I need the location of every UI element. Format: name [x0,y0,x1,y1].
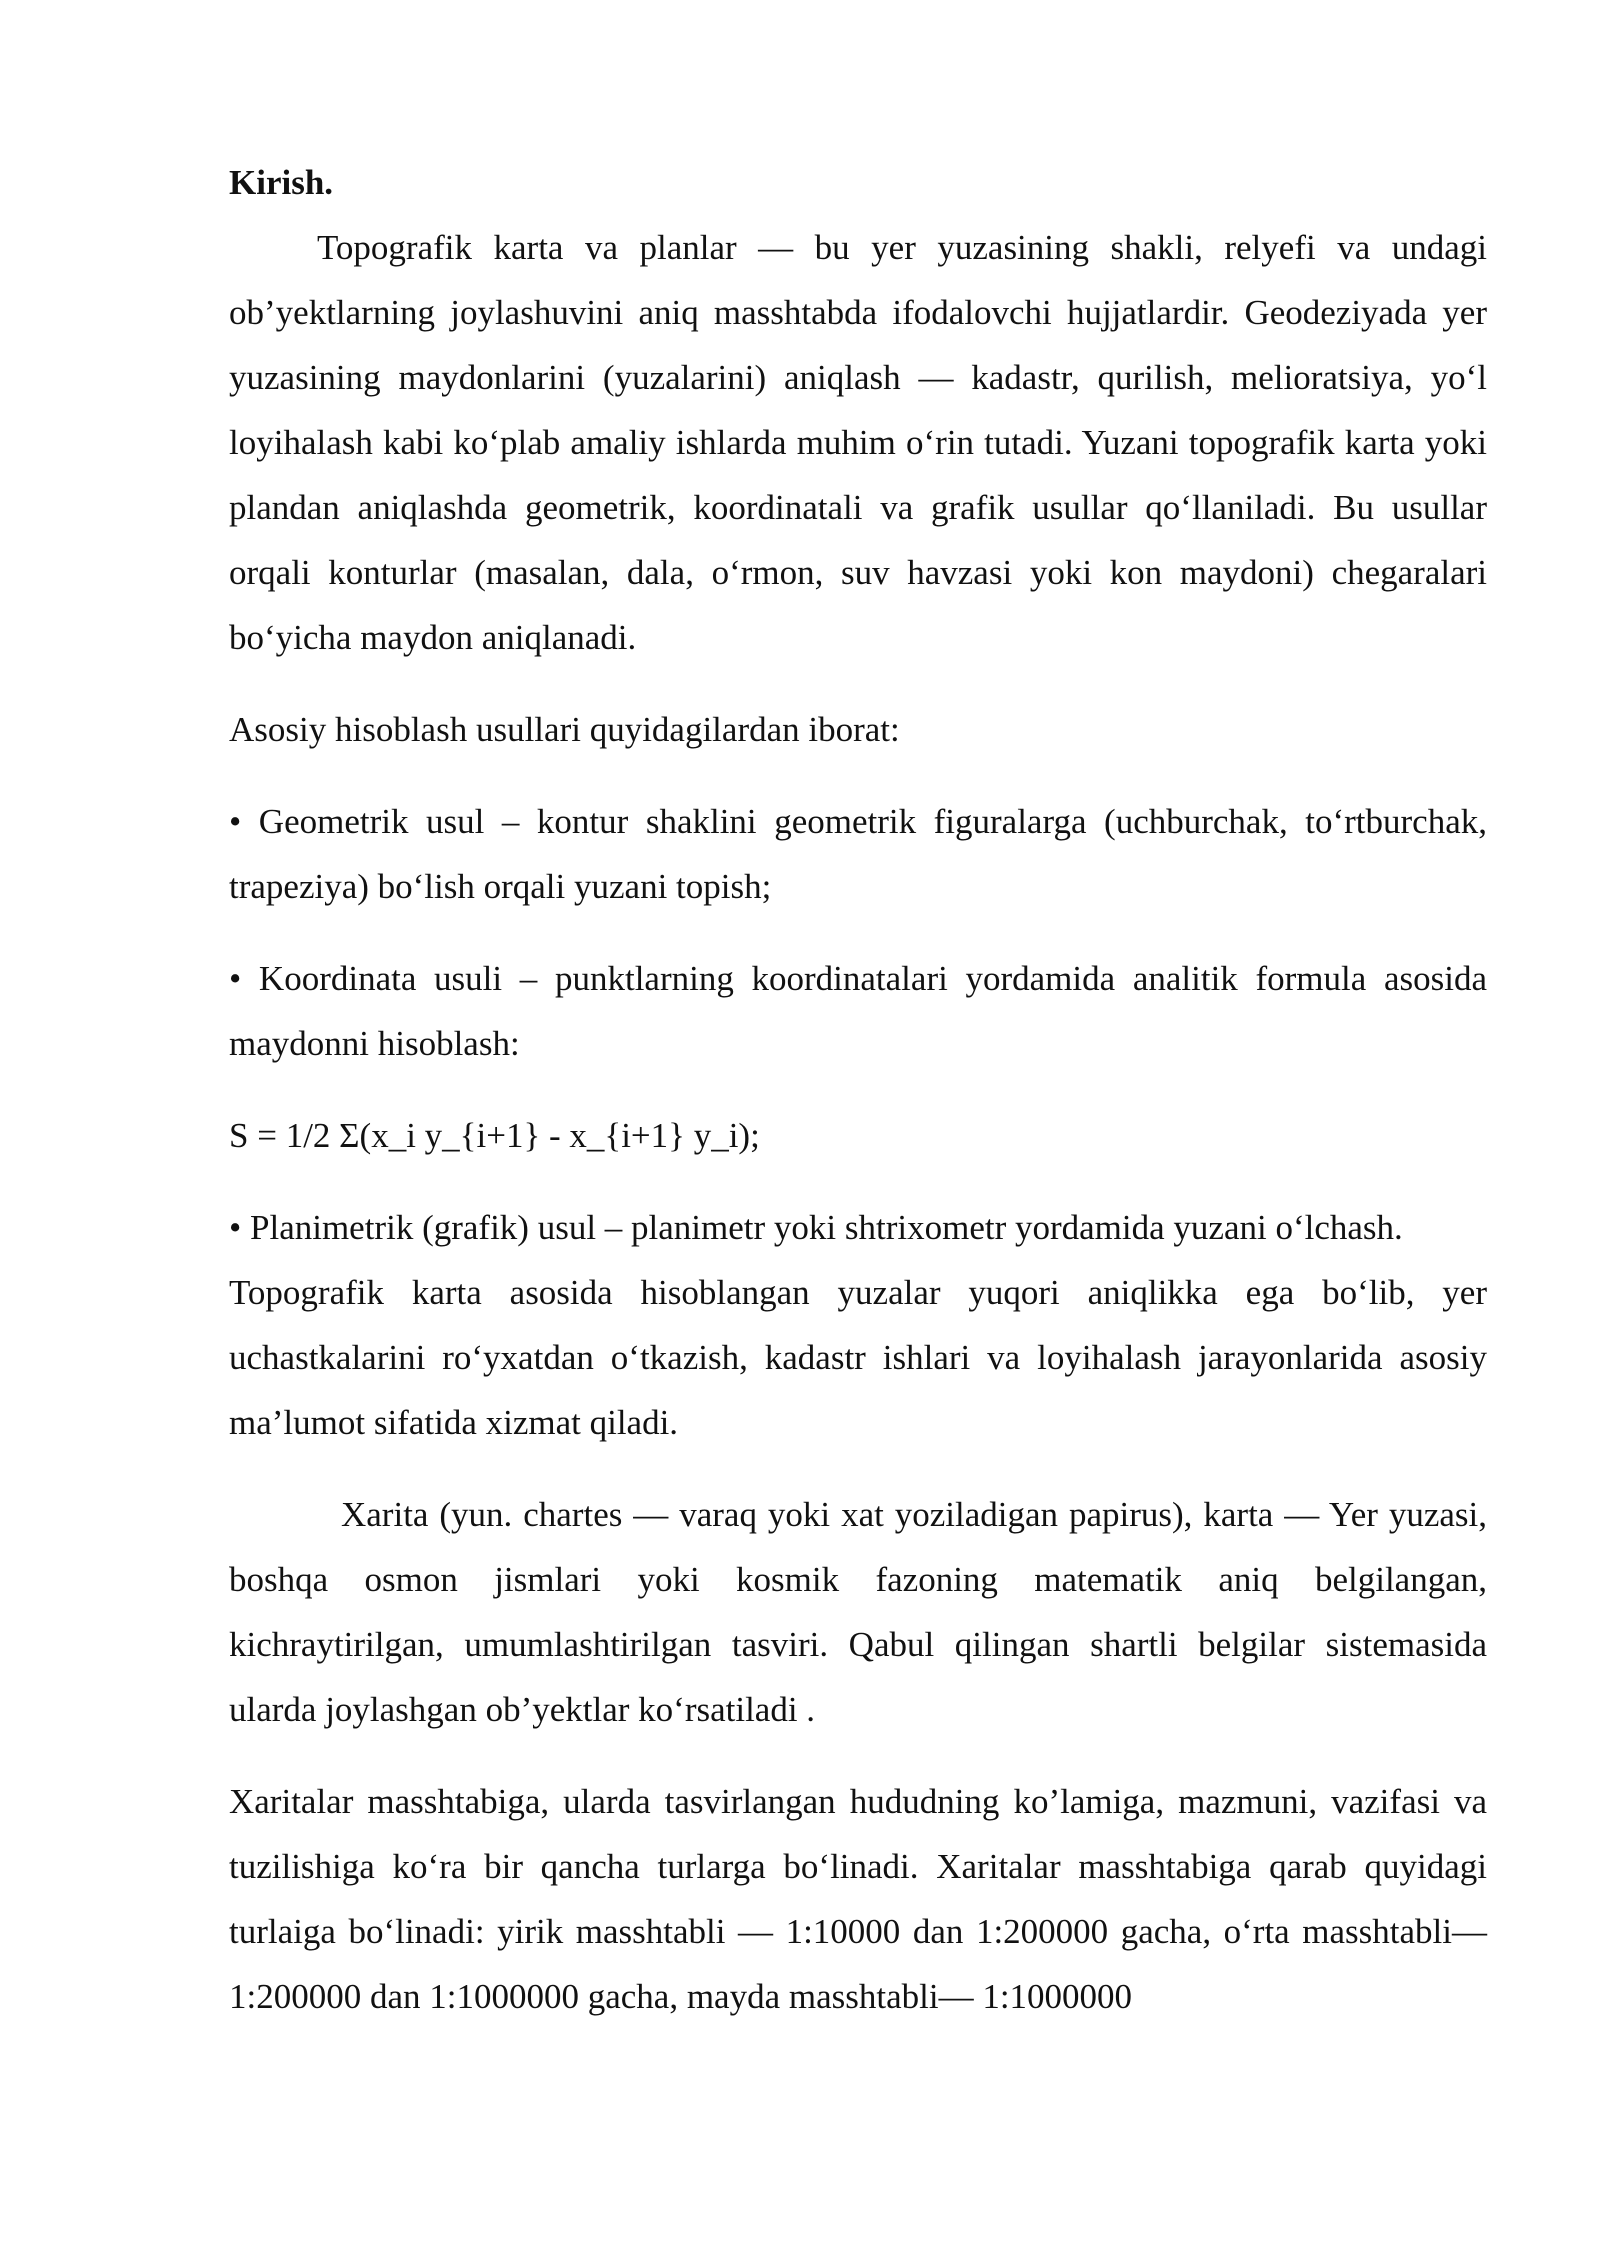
paragraph-map-definition: Xarita (yun. chartes — varaq yoki xat yoziladigan papirus), karta — Yer yuzasi, boshqa osmon jismlari yoki kosmik fazoning matematik aniq belgilangan, kichraytirilgan, umumlashtirilgan tasviri. Qabul qilingan shartli belgilar sistemasida ularda joylashgan ob’yektlar ko‘rsatiladi . [229,1495,1487,1729]
section-heading: Kirish. [229,163,334,202]
area-formula: S = 1/2 Σ(x_i y_{i+1} - x_{i+1} y_i); [229,1116,760,1155]
paragraph-conclusion: Topografik karta asosida hisoblangan yuzalar yuqori aniqlikka ega bo‘lib, yer uchastkalarini ro‘yxatdan o‘tkazish, kadastr ishlari va loyihalash jarayonlarida asosiy ma’lumot sifatida xizmat qiladi. [229,1273,1487,1442]
bullet-coordinate-method: • Koordinata usuli – punktlarning koordinatalari yordamida analitik formula asosida maydonni hisoblash: [229,959,1487,1063]
paragraph-methods-intro: Asosiy hisoblash usullari quyidagilardan iborat: [229,710,900,749]
paragraph-map-types: Xaritalar masshtabiga, ularda tasvirlangan hududning ko’lamiga, mazmuni, vazifasi va tuzilishiga ko‘ra bir qancha turlarga bo‘linadi. Xaritalar masshtabiga qarab quyidagi turlaiga bo‘linadi: yirik masshtabli — 1:10000 dan 1:200000 gacha, o‘rta masshtabli—1:200000 dan 1:1000000 gacha, mayda masshtabli— 1:1000000 [229,1782,1487,2016]
bullet-planimetric-method: • Planimetrik (grafik) usul – planimetr yoki shtrixometr yordamida yuzani o‘lchash. [229,1208,1403,1247]
paragraph-intro: Topografik karta va planlar — bu yer yuzasining shakli, relyefi va undagi ob’yektlarning joylashuvini aniq masshtabda ifodalovchi hujjatlardir. Geodeziyada yer yuzasining maydonlarini (yuzalarini) aniqlash — kadastr, qurilish, melioratsiya, yo‘l loyihalash kabi ko‘plab amaliy ishlarda muhim o‘rin tutadi. Yuzani topografik karta yoki plandan aniqlashda geometrik, koordinatali va grafik usullar qo‘llaniladi. Bu usullar orqali konturlar (masalan, dala, o‘rmon, suv havzasi yoki kon maydoni) chegaralari bo‘yicha maydon aniqlanadi. [229,228,1487,657]
bullet-geometric-method: • Geometrik usul – kontur shaklini geometrik figuralarga (uchburchak, to‘rtburchak, trapeziya) bo‘lish orqali yuzani topish; [229,802,1487,906]
document-page [229,150,1487,2029]
